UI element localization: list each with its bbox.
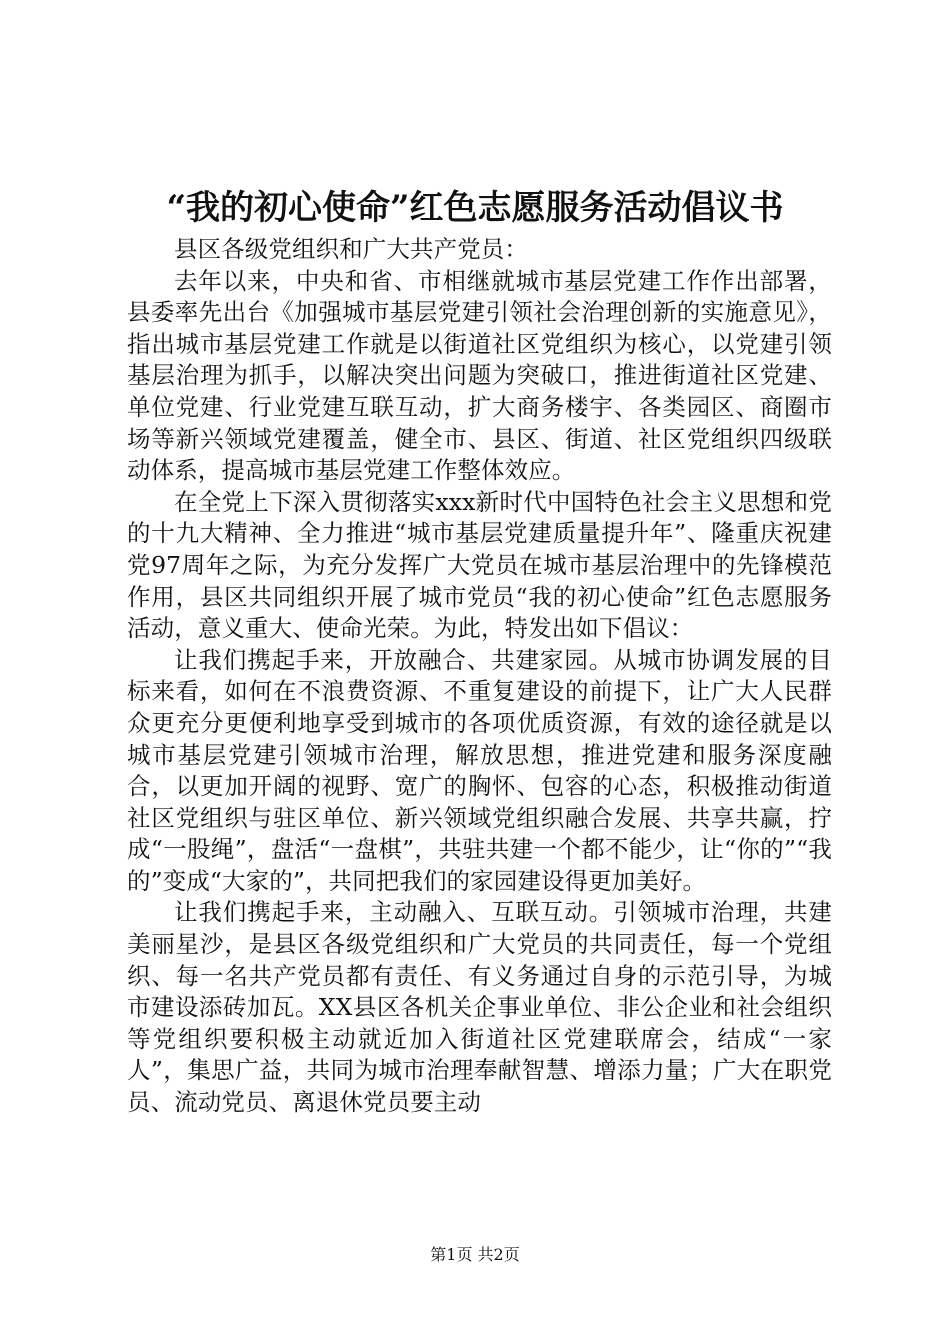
paragraph-1: 去年以来，中央和省、市相继就城市基层党建工作作出部署，县委率先出台《加强城市基层党建引领社会治理创新的实施意见》，指出城市基层党建工作就是以街道社区党组织为核心，以党建引领基层治理为抓手，以解决突出问题为突破口，推进街道社区党建、单位党建、行业党建互联互动，扩大商务楼宇、各类园区、商圈市场等新兴领域党建覆盖，健全市、县区、街道、社区党组织四级联动体系，提高城市基层党建工作整体效应。 [127,266,832,485]
document-title: “我的初心使命”红色志愿服务活动倡议书 [166,188,784,228]
paragraph-3: 让我们携起手来，开放融合、共建家园。从城市协调发展的目标来看，如何在不浪费资源、不重复建设的前提下，让广大人民群众更充分更便利地享受到城市的各项优质资源，有效的途径就是以城市基层党建引领城市治理，解放思想，推进党建和服务深度融合，以更加开阔的视野、宽广的胸怀、包容的心态，积极推动街道社区党组织与驻区单位、新兴领域党组织融合发展、共享共赢，拧成“一股绳”，盘活“一盘棋”，共驻共建一个都不能少，让“你的”“我的”变成“大家的”，共同把我们的家园建设得更加美好。 [127,645,832,895]
page-footer: 第1页 共2页 [430,1245,520,1264]
paragraph-2: 在全党上下深入贯彻落实xxx新时代中国特色社会主义思想和党的十九大精神、全力推进“城市基层党建质量提升年”、隆重庆祝建党97周年之际，为充分发挥广大党员在城市基层治理中的先锋模范作用，县区共同组织开展了城市党员“我的初心使命”红色志愿服务活动，意义重大、使命光荣。为此，特发出如下倡议： [127,487,832,643]
document-body [127,234,832,1119]
paragraph-4: 让我们携起手来，主动融入、互联互动。引领城市治理，共建美丽星沙，是县区各级党组织和广大党员的共同责任，每一个党组织、每一名共产党员都有责任、有义务通过自身的示范引导，为城市建设添砖加瓦。XX县区各机关企事业单位、非公企业和社会组织等党组织要积极主动就近加入街道社区党建联席会，结成“一家人”，集思广益，共同为城市治理奉献智慧、增添力量；广大在职党员、流动党员、离退休党员要主动 [127,898,832,1117]
salutation: 县区各级党组织和广大共产党员： [174,235,528,263]
